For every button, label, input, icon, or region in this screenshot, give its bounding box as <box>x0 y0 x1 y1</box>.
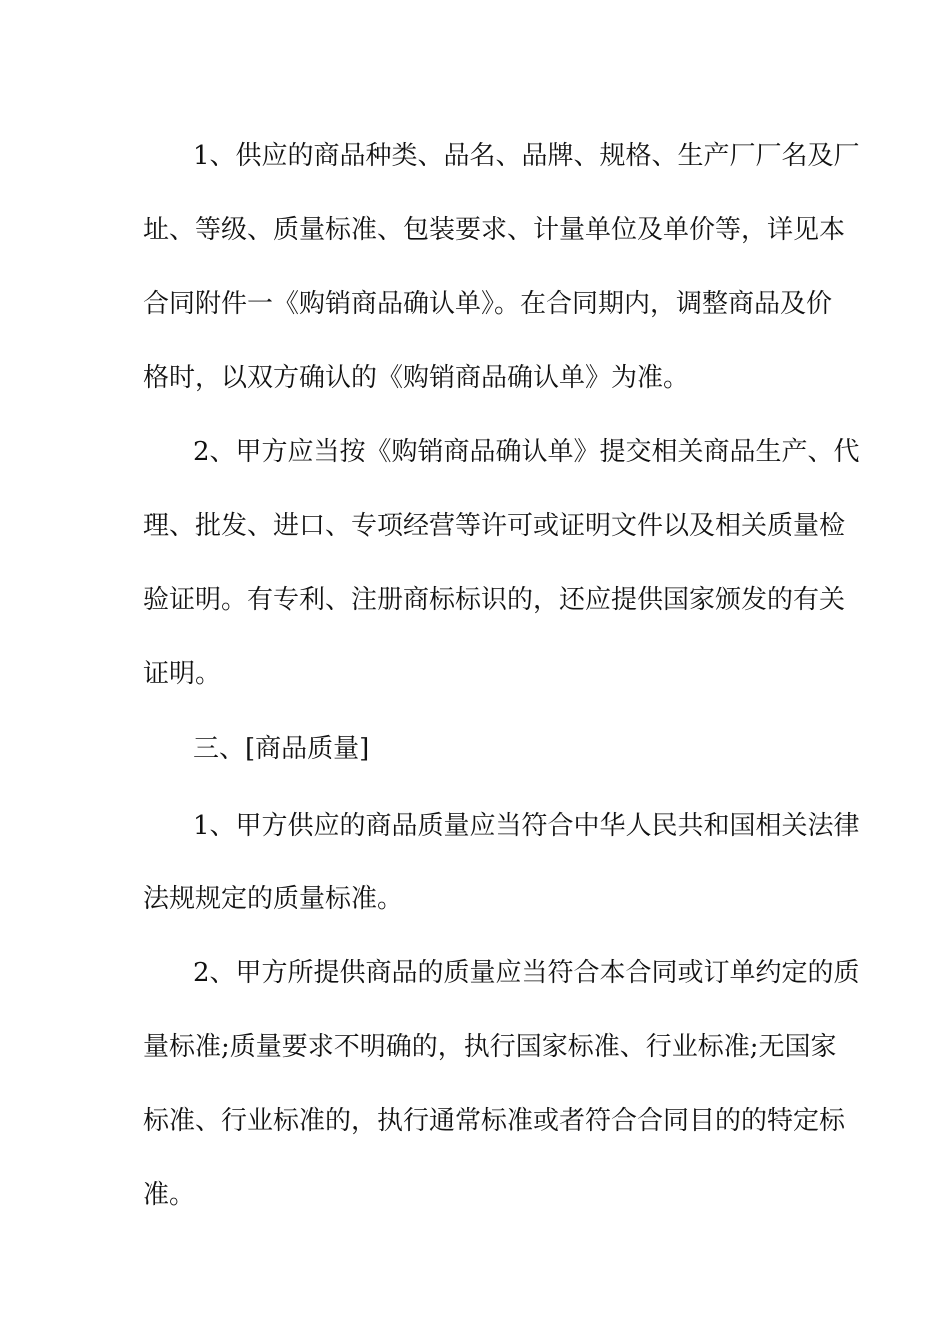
paragraph-line: 法规规定的质量标准。 <box>143 884 404 914</box>
section-heading: 三、[商品质量] <box>193 734 370 764</box>
paragraph-line: 证明。 <box>143 659 222 689</box>
paragraph-line: 2、甲方应当按《购销商品确认单》提交相关商品生产、代 <box>193 437 860 467</box>
paragraph-line: 格时，以双方确认的《购销商品确认单》为准。 <box>143 363 690 393</box>
paragraph-line: 址、等级、质量标准、包装要求、计量单位及单价等，详见本 <box>143 215 846 245</box>
paragraph-line: 验证明。有专利、注册商标标识的，还应提供国家颁发的有关 <box>143 585 846 615</box>
paragraph-line: 标准、行业标准的，执行通常标准或者符合合同目的的特定标 <box>143 1106 846 1136</box>
paragraph-line: 理、批发、进口、专项经营等许可或证明文件以及相关质量检 <box>143 511 846 541</box>
paragraph-line: 准。 <box>143 1180 196 1210</box>
paragraph-line: 1、甲方供应的商品质量应当符合中华人民共和国相关法律 <box>193 811 860 841</box>
paragraph-line: 量标准;质量要求不明确的，执行国家标准、行业标准;无国家 <box>143 1032 837 1062</box>
paragraph-line: 合同附件一《购销商品确认单》。在合同期内，调整商品及价 <box>143 289 833 319</box>
paragraph-line: 2、甲方所提供商品的质量应当符合本合同或订单约定的质 <box>193 958 860 988</box>
paragraph-line: 1、供应的商品种类、品名、品牌、规格、生产厂厂名及厂 <box>193 141 860 171</box>
